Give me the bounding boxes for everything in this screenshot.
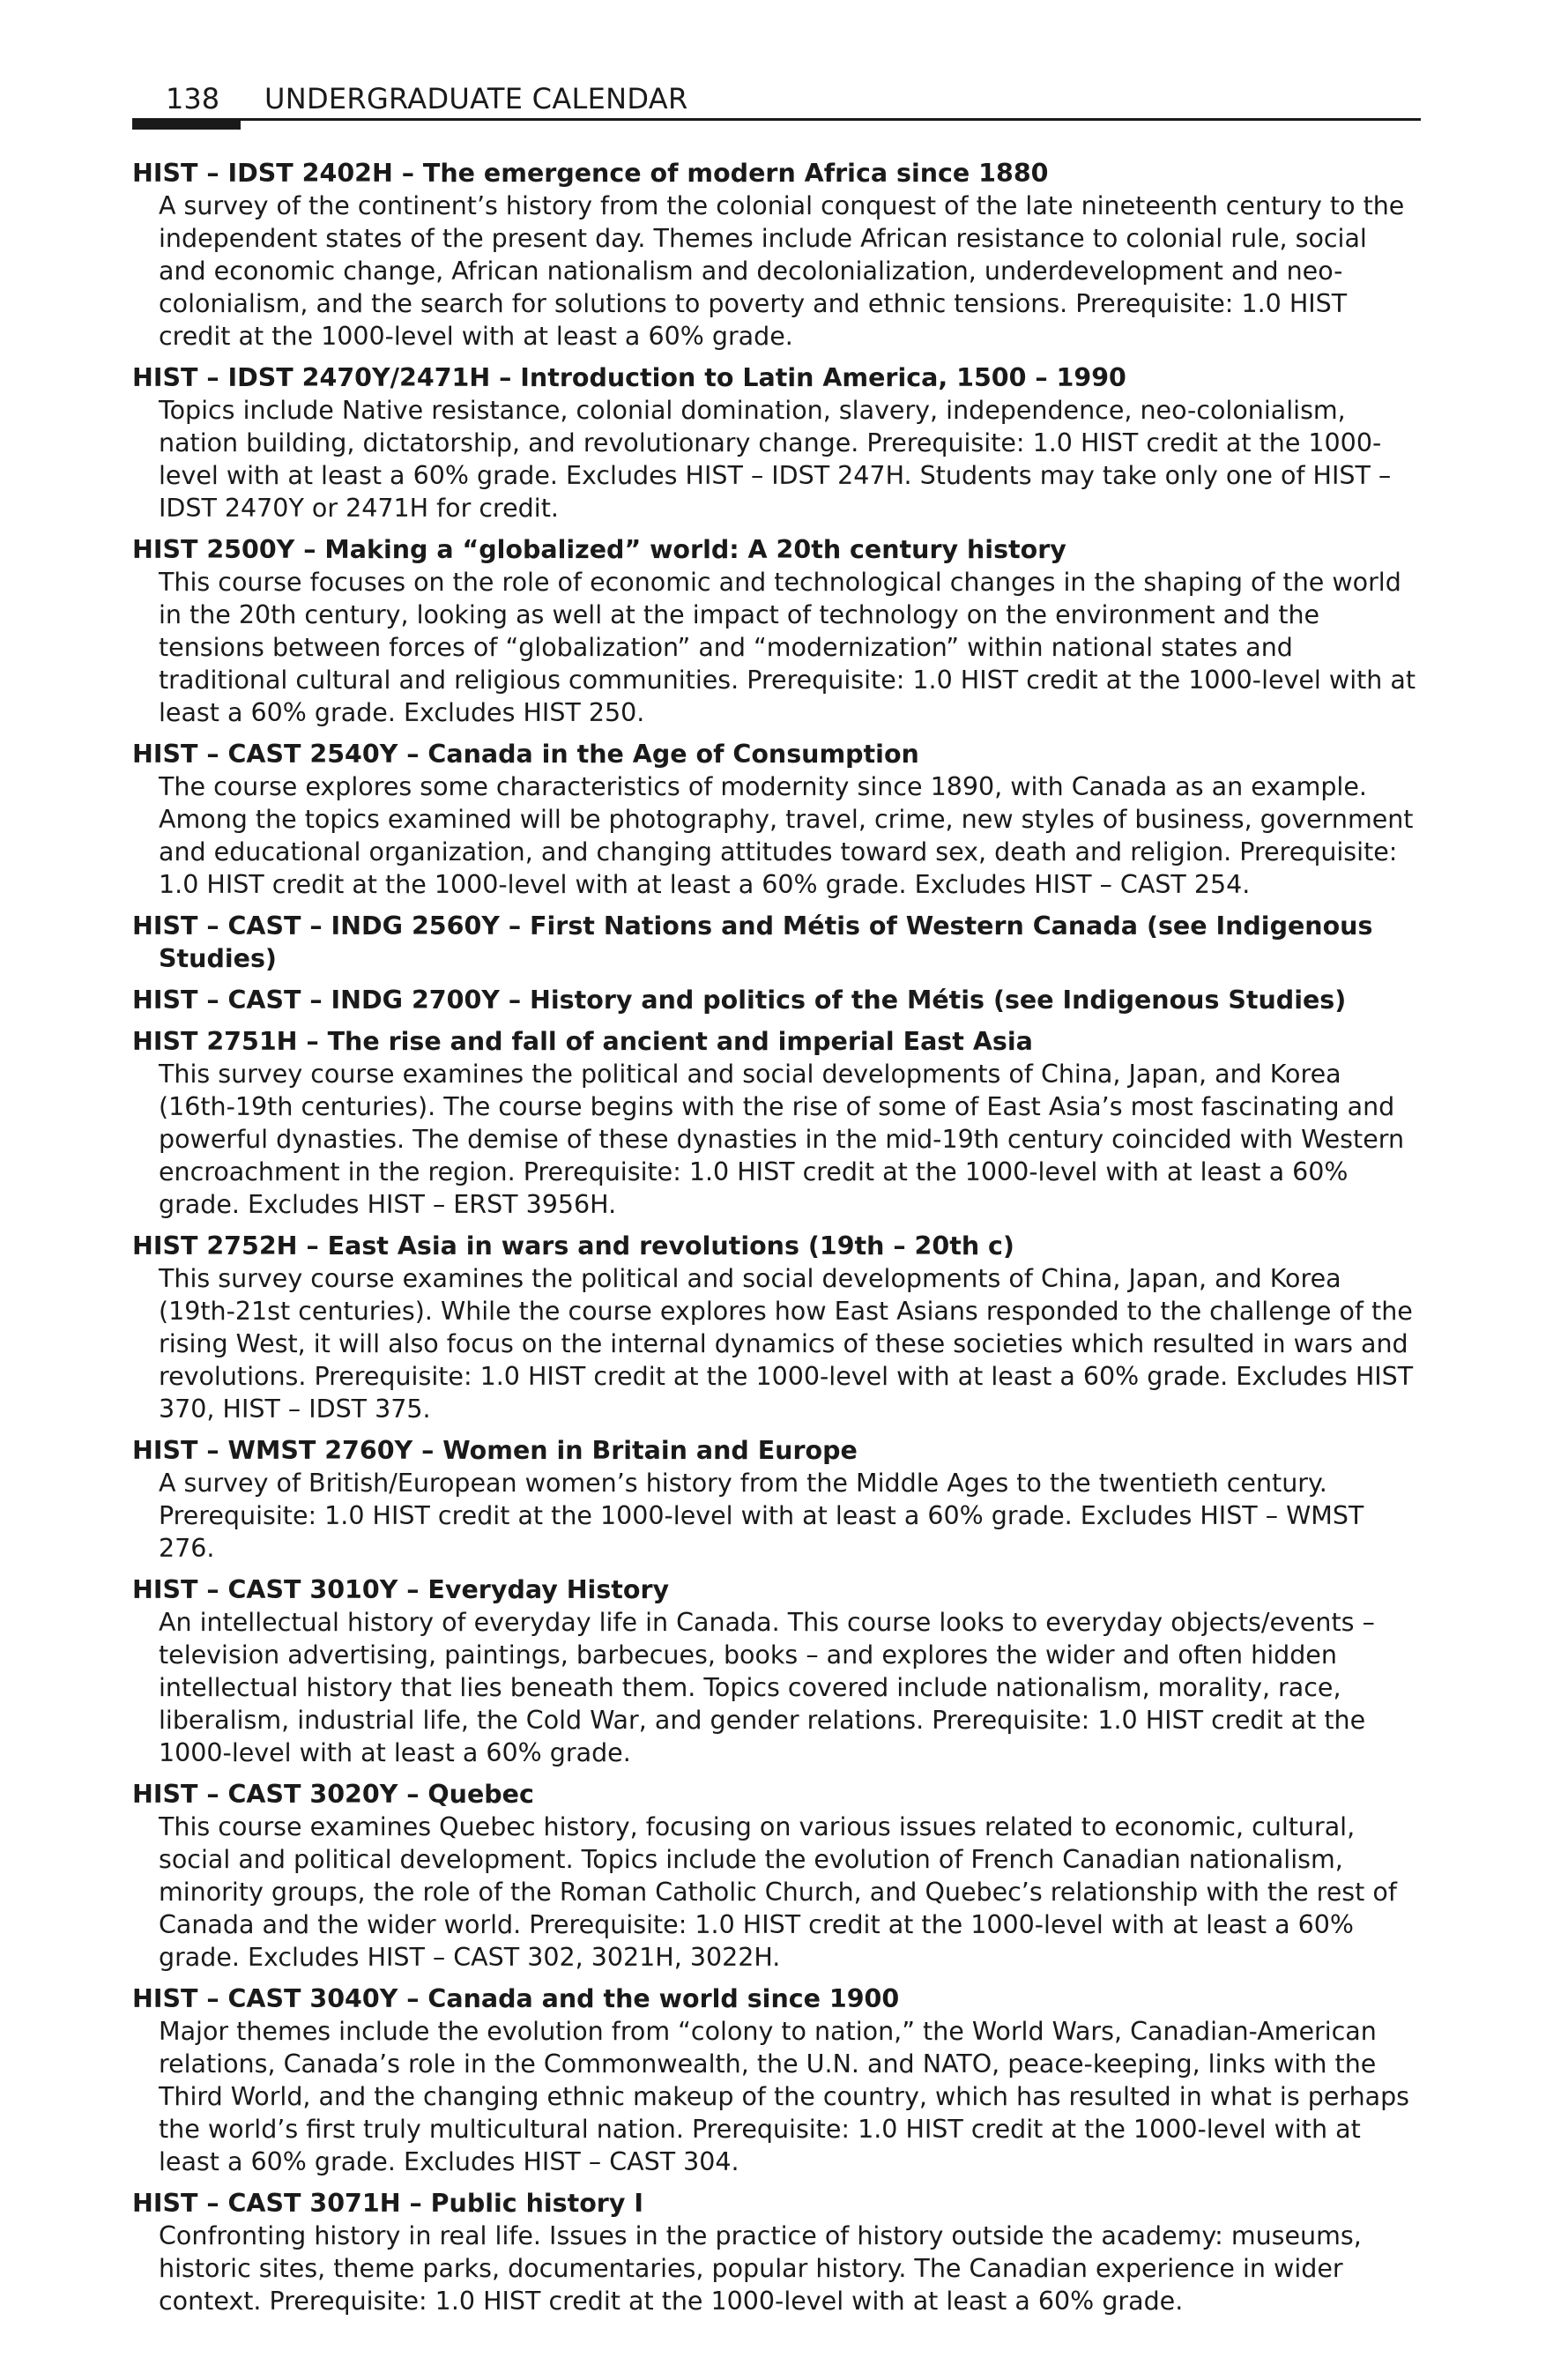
course-description: A survey of British/European women’s history from the Middle Ages to the twentieth century. Prerequisite: 1.0 HIST credit at the 1000-level with at least a 60% grade. Excludes HIST – WMST 276. (159, 1469, 1364, 1563)
course-description: An intellectual history of everyday life in Canada. This course looks to everyday objects/events – television advertising, paintings, barbecues, books – and explores the wider and often hidden intellectual history that lies beneath them. Topics covered include nationalism, morality, race, liberalism, industrial life, the Cold War, and gender relations. Prerequisite: 1.0 HIST credit at the 1000-level with at least a 60% grade. (159, 1608, 1375, 1767)
course-description: The course explores some characteristics of modernity since 1890, with Canada as an example. Among the topics examined will be photography, travel, crime, new styles of business, government and educational organization, and changing attitudes toward sex, death and religion. Prerequisite: 1.0 HIST credit at the 1000-level with at least a 60% grade. Excludes HIST – CAST 254. (159, 772, 1414, 899)
course-title: HIST – CAST – INDG 2700Y – History and politics of the Métis (see Indigenous Studies) (132, 985, 1347, 1015)
course-entry (132, 361, 1421, 524)
course-entry (132, 2187, 1421, 2317)
course-entry (132, 1778, 1421, 1974)
course-description: This course examines Quebec history, focusing on various issues related to economic, cultural, social and political development. Topics include the evolution of French Canadian nationalism, minority groups, the role of the Roman Catholic Church, and Quebec’s relationship with the rest of Canada and the wider world. Prerequisite: 1.0 HIST credit at the 1000-level with at least a 60% grade. Excludes HIST – CAST 302, 3021H, 3022H. (159, 1812, 1397, 1972)
course-entry (132, 984, 1421, 1016)
course-title: HIST – CAST 3020Y – Quebec (132, 1780, 534, 1809)
course-description: Major themes include the evolution from “colony to nation,” the World Wars, Canadian-American relations, Canada’s role in the Commonwealth, the U.N. and NATO, peace-keeping, links with the Third World, and the changing ethnic makeup of the country, which has resulted in what is perhaps the world’s first truly multicultural nation. Prerequisite: 1.0 HIST credit at the 1000-level with at least a 60% grade. Excludes HIST – CAST 304. (159, 2017, 1410, 2176)
course-description: This survey course examines the political and social developments of China, Japan, and Korea (16th-19th centuries). The course begins with the rise of some of East Asia’s most fascinating and powerful dynasties. The demise of these dynasties in the mid-19th century coincided with Western encroachment in the region. Prerequisite: 1.0 HIST credit at the 1000-level with at least a 60% grade. Excludes HIST – ERST 3956H. (159, 1060, 1405, 1219)
page-number: 138 (166, 82, 220, 115)
course-entry (132, 1230, 1421, 1425)
course-entry (132, 157, 1421, 353)
course-entry (132, 533, 1421, 729)
course-entry (132, 1573, 1421, 1769)
course-description: This course focuses on the role of economic and technological changes in the shaping of the world in the 20th century, looking as well at the impact of technology on the environment and the tensions between forces of “globalization” and “modernization” within national states and traditional cultural and religious communities. Prerequisite: 1.0 HIST credit at the 1000-level with at least a 60% grade. Excludes HIST 250. (159, 568, 1416, 727)
course-title: HIST – CAST 3010Y – Everyday History (132, 1575, 670, 1604)
course-entry (132, 1025, 1421, 1221)
course-description: Topics include Native resistance, colonial domination, slavery, independence, neo-colonialism, nation building, dictatorship, and revolutionary change. Prerequisite: 1.0 HIST credit at the 1000-level with at least a 60% grade. Excludes HIST – IDST 247H. Students may take only one of HIST – IDST 2470Y or 2471H for credit. (159, 396, 1392, 523)
course-title: HIST – IDST 2470Y/2471H – Introduction to Latin America, 1500 – 1990 (132, 363, 1126, 392)
course-title: HIST 2500Y – Making a “globalized” world: A 20th century history (132, 535, 1066, 564)
page-header (132, 81, 1421, 125)
course-title: HIST – IDST 2402H – The emergence of modern Africa since 1880 (132, 159, 1049, 188)
course-description: A survey of the continent’s history from the colonial conquest of the late nineteenth century to the independent states of the present day. Themes include African resistance to colonial rule, social and economic change, African nationalism and decolonialization, underdevelopment and neo-colonialism, and the search for solutions to poverty and ethnic tensions. Prerequisite: 1.0 HIST credit at the 1000-level with at least a 60% grade. (159, 191, 1405, 351)
course-title: HIST 2752H – East Asia in wars and revolutions (19th – 20th c) (132, 1231, 1014, 1261)
header-rule-tab (132, 118, 241, 130)
header-rule (132, 118, 1421, 121)
course-title: HIST – WMST 2760Y – Women in Britain and Europe (132, 1436, 858, 1465)
course-description: Confronting history in real life. Issues in the practice of history outside the academy: museums, historic sites, theme parks, documentaries, popular history. The Canadian experience in wider context. Prerequisite: 1.0 HIST credit at the 1000-level with at least a 60% grade. (159, 2221, 1362, 2316)
course-entry (132, 1434, 1421, 1565)
running-title: UNDERGRADUATE CALENDAR (264, 82, 688, 115)
course-list (132, 157, 1421, 2326)
course-title: HIST – CAST – INDG 2560Y – First Nations and Métis of Western Canada (see Indigenous Studies) (132, 911, 1373, 973)
course-entry (132, 738, 1421, 901)
course-title: HIST – CAST 3040Y – Canada and the world since 1900 (132, 1984, 900, 2013)
course-title: HIST 2751H – The rise and fall of ancient and imperial East Asia (132, 1027, 1033, 1056)
course-title: HIST – CAST 2540Y – Canada in the Age of Consumption (132, 740, 919, 769)
course-title: HIST – CAST 3071H – Public history I (132, 2189, 643, 2218)
course-entry (132, 1982, 1421, 2178)
course-entry (132, 910, 1421, 975)
course-description: This survey course examines the political and social developments of China, Japan, and Korea (19th-21st centuries). While the course explores how East Asians responded to the challenge of the rising West, it will also focus on the internal dynamics of these societies which resulted in wars and revolutions. Prerequisite: 1.0 HIST credit at the 1000-level with at least a 60% grade. Excludes HIST 370, HIST – IDST 375. (159, 1264, 1414, 1424)
